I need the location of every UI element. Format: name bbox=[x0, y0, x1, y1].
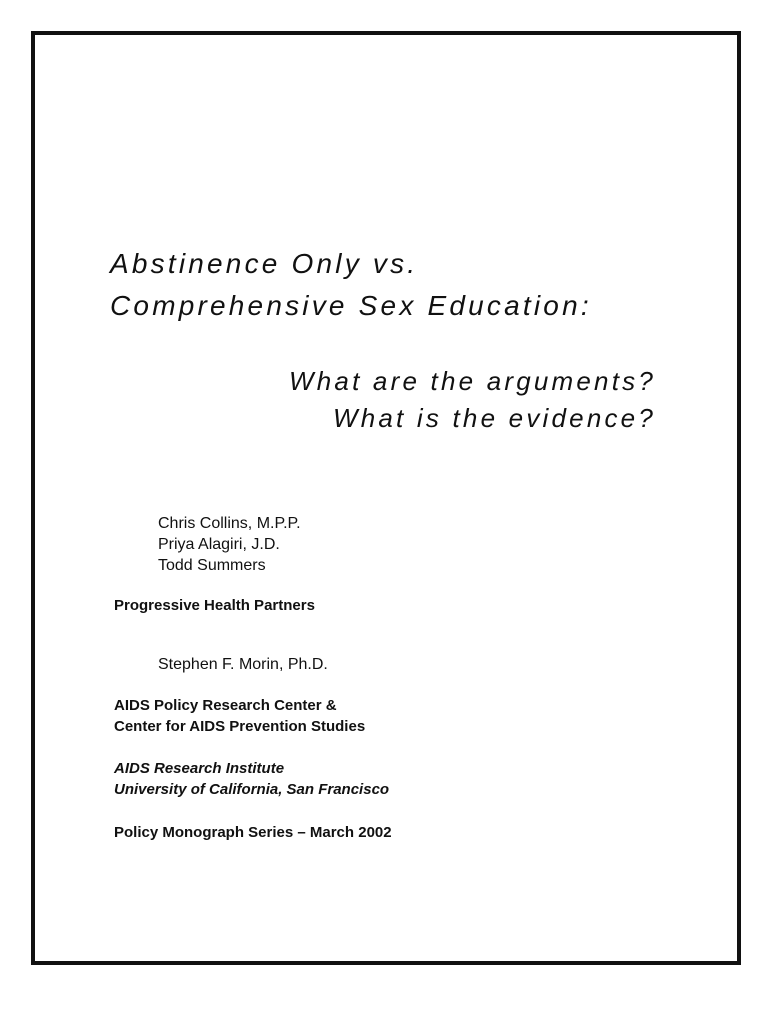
author-name: Priya Alagiri, J.D. bbox=[158, 536, 280, 553]
title-line-1: Abstinence Only vs. bbox=[110, 248, 419, 279]
institute-line-2: University of California, San Francisco bbox=[114, 781, 390, 798]
author-name: Stephen F. Morin, Ph.D. bbox=[158, 656, 328, 673]
institute-line-1: AIDS Research Institute bbox=[114, 760, 285, 777]
series-line: Policy Monograph Series – March 2002 bbox=[114, 824, 392, 841]
org-name-line-2: Center for AIDS Prevention Studies bbox=[114, 718, 366, 735]
org-name: Progressive Health Partners bbox=[114, 597, 315, 614]
title-line-2: Comprehensive Sex Education: bbox=[110, 290, 592, 321]
author-name: Todd Summers bbox=[158, 557, 266, 574]
subtitle-line-1: What are the arguments? bbox=[289, 366, 656, 396]
org-name-line-1: AIDS Policy Research Center & bbox=[114, 697, 337, 714]
subtitle-line-2: What is the evidence? bbox=[332, 403, 656, 433]
author-name: Chris Collins, M.P.P. bbox=[158, 515, 301, 532]
